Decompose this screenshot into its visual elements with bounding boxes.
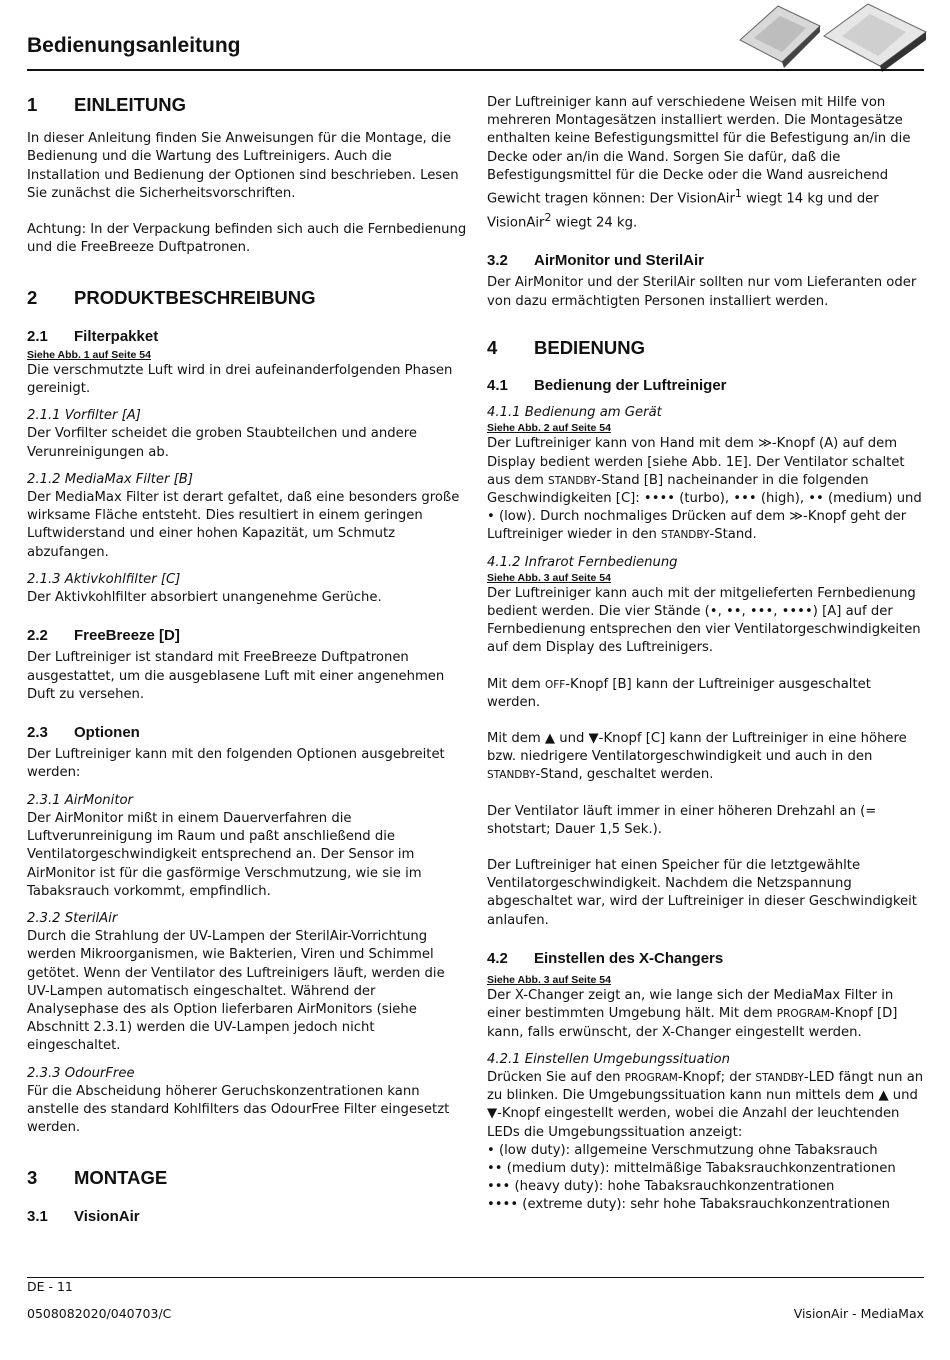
- subsection-heading: 2.3.2 SterilAir: [27, 910, 118, 926]
- list-item: •• (medium duty): mittelmäßige Tabaksrauchkonzentrationen: [487, 1160, 896, 1176]
- product-name: VisionAir - MediaMax: [793, 1306, 924, 1321]
- document-code: 0508082020/040703/C: [27, 1306, 172, 1321]
- paragraph: Der Ventilator läuft immer in einer höheren Drehzahl an (= shotstart; Dauer 1,5 Sek.).: [487, 803, 877, 837]
- section-2-heading: 2 PRODUKTBESCHREIBUNG: [27, 287, 316, 309]
- subsection-heading: 2.1.2 MediaMax Filter [B]: [27, 471, 193, 487]
- figure-reference: Siehe Abb. 2 auf Seite 54: [487, 422, 611, 435]
- section-3-heading: 3 MONTAGE: [27, 1167, 168, 1189]
- paragraph: In dieser Anleitung finden Sie Anweisungen für die Montage, die Bedienung und die Wartung des Luftreinigers. Auch die Installation und Bedienung der Optionen sind beschrieben. Lesen Sie zunächst die Sicherheitsvorschriften.: [27, 131, 459, 201]
- subsection-heading: 4.1.2 Infrarot Fernbedienung: [487, 554, 678, 570]
- paragraph: Der MediaMax Filter ist derart gefaltet, daß eine besonders große wirksame Fläche entsteht. Dies resultiert in einem geringen Luftwiderstand und einer hohen Kapazität, um Schmutz abzufangen.: [27, 490, 460, 560]
- paragraph: Durch die Strahlung der UV-Lampen der SterilAir-Vorrichtung werden Mikroorganismen, wie Bakterien, Viren und Schimmel getötet. Wenn der Ventilator des Luftreinigers läuft, werden die UV-Lampen automatisch eingeschaltet. Während der Analysephase des als Option lieferbaren AirMonitors (siehe Abschnitt 2.3.1) werden die UV-Lampen jedoch nicht eingeschaltet.: [27, 929, 445, 1054]
- section-4-heading: 4 BEDIENUNG: [487, 336, 646, 358]
- page-title: Bedienungsanleitung: [27, 34, 241, 57]
- header-rule: [27, 69, 924, 71]
- page-number: DE - 11: [27, 1279, 73, 1294]
- subsection-heading: 2.3.1 AirMonitor: [27, 792, 133, 808]
- paragraph: Der Luftreiniger ist standard mit FreeBreeze Duftpatronen ausgestattet, um die ausgeblasene Luft mit einer angenehmen Duft zu versehen.: [27, 650, 445, 702]
- paragraph: Der Luftreiniger kann auf verschiedene Weisen mit Hilfe von mehreren Montagesätzen installiert werden. Die Montagesätze enthalten keine Befestigungsmittel für die Befestigung an/in die Decke oder an/in die Wand. Sorgen Sie dafür, daß die Befestigungsmittel für die Decke oder die Wand ausreichend Gewicht tragen können: Der VisionAir$^1$ wiegt 14 kg und der VisionAir$^2$ wiegt 24 kg.: [487, 95, 911, 230]
- section-1-heading: 1 EINLEITUNG: [27, 94, 187, 115]
- section-2-2-heading: 2.2 FreeBreeze [D]: [27, 627, 180, 645]
- subsection-heading: 2.3.3 OdourFree: [27, 1065, 135, 1081]
- footer-rule: [27, 1277, 924, 1278]
- paragraph: Mit dem ▲ und ▼-Knopf [C] kann der Luftreiniger in eine höhere bzw. niedrigere Ventilatorgeschwindigkeit und auch in den STANDBY-Stand, geschaltet werden.: [487, 731, 907, 783]
- paragraph: Der Luftreiniger kann mit den folgenden Optionen ausgebreitet werden:: [27, 747, 445, 781]
- paragraph: Der Vorfilter scheidet die groben Staubteilchen und andere Verunreinigungen ab.: [27, 426, 417, 460]
- figure-reference: Siehe Abb. 3 auf Seite 54: [487, 571, 611, 584]
- list-item: •••• (extreme duty): sehr hohe Tabaksrauchkonzentrationen: [487, 1197, 891, 1213]
- subsection-heading: 2.1.1 Vorfilter [A]: [27, 408, 141, 424]
- paragraph: Die verschmutzte Luft wird in drei aufeinanderfolgenden Phasen gereinigt.: [27, 362, 453, 397]
- subsection-heading: 4.2.1 Einstellen Umgebungssituation: [487, 1051, 730, 1067]
- section-4-2-heading: 4.2 Einstellen des X-Changers: [487, 949, 724, 967]
- paragraph: Der Luftreiniger hat einen Speicher für die letztgewählte Ventilatorgeschwindigkeit. Nachdem die Netzspannung abgeschaltet war, wird der Luftreiniger in dieser Geschwindigkeit anlaufen.: [487, 858, 917, 928]
- section-4-1-heading: 4.1 Bedienung der Luftreiniger: [487, 377, 727, 395]
- paragraph: Für die Abscheidung höherer Geruchskonzentrationen kann anstelle des standard Kohlfilters das OdourFree Filter eingesetzt werden.: [27, 1083, 450, 1136]
- product-image: [738, 0, 930, 72]
- paragraph: Mit dem OFF-Knopf [B] kann der Luftreiniger ausgeschaltet werden.: [487, 676, 871, 710]
- section-3-2-heading: 3.2 AirMonitor und SterilAir: [487, 252, 704, 270]
- right-column: [487, 94, 924, 1215]
- subsection-heading: 2.1.3 Aktivkohlfilter [C]: [27, 571, 181, 587]
- list-item: ••• (heavy duty): hohe Tabaksrauchkonzentrationen: [487, 1179, 835, 1195]
- section-2-3-heading: 2.3 Optionen: [27, 724, 140, 742]
- section-2-1-heading: 2.1 Filterpakket: [27, 327, 159, 345]
- figure-reference: Siehe Abb. 3 auf Seite 54: [487, 974, 611, 987]
- paragraph: Drücken Sie auf den PROGRAM-Knopf; der STANDBY-LED fängt nun an zu blinken. Die Umgebungssituation kann nun mittels dem ▲ und ▼-Knopf eingestellt werden, wobei die Anzahl der leuchtenden LEDs die Umgebungssituation anzeigt:: [487, 1069, 924, 1140]
- paragraph: Der Luftreiniger kann von Hand mit dem ≫-Knopf (A) auf dem Display bedient werden [siehe Abb. 1E]. Der Ventilator schaltet aus dem STANDBY-Stand [B] nacheinander in die folgenden Geschwindigkeiten [C]: •••• (turbo), ••• (high), •• (medium) und • (low). Durch nochmaliges Drücken auf dem ≫-Knopf geht der Luftreiniger wieder in den STANDBY-Stand.: [487, 436, 922, 543]
- paragraph: Der X-Changer zeigt an, wie lange sich der MediaMax Filter in einer bestimmten Umgebung hält. Mit dem PROGRAM-Knopf [D] kann, falls erwünscht, der X-Changer eingestellt werden.: [487, 988, 898, 1040]
- list-item: • (low duty): allgemeine Verschmutzung ohne Tabaksrauch: [487, 1142, 878, 1158]
- figure-reference: Siehe Abb. 1 auf Seite 54: [27, 348, 151, 361]
- subsection-heading: 4.1.1 Bedienung am Gerät: [487, 405, 662, 421]
- paragraph: Der Luftreiniger kann auch mit der mitgelieferten Fernbedienung bedient werden. Die vier Stände (•, ••, •••, ••••) [A] auf der Fernbedienung entsprechen den vier Ventilatorgeschwindigkeiten auf dem Display des Luftreinigers.: [487, 585, 921, 656]
- paragraph: Der AirMonitor und der SterilAir sollten nur vom Lieferanten oder von dazu ermächtigten Personen installiert werden.: [487, 275, 917, 309]
- paragraph: Achtung: In der Verpackung befinden sich auch die Fernbedienung und die FreeBreeze Duftpatronen.: [27, 222, 467, 256]
- paragraph: Der Aktivkohlfilter absorbiert unangenehme Gerüche.: [27, 590, 382, 606]
- left-column: [27, 90, 467, 1226]
- paragraph: Der AirMonitor mißt in einem Dauerverfahren die Luftverunreinigung im Raum und paßt anschließend die Ventilatorgeschwindigkeit entsprechend an. Der Sensor im AirMonitor ist für die gasförmige Verschmutzung, wie sie im Tabaksrauch vorkommt, empfindlich.: [27, 810, 422, 899]
- section-3-1-heading: 3.1 VisionAir: [27, 1207, 140, 1225]
